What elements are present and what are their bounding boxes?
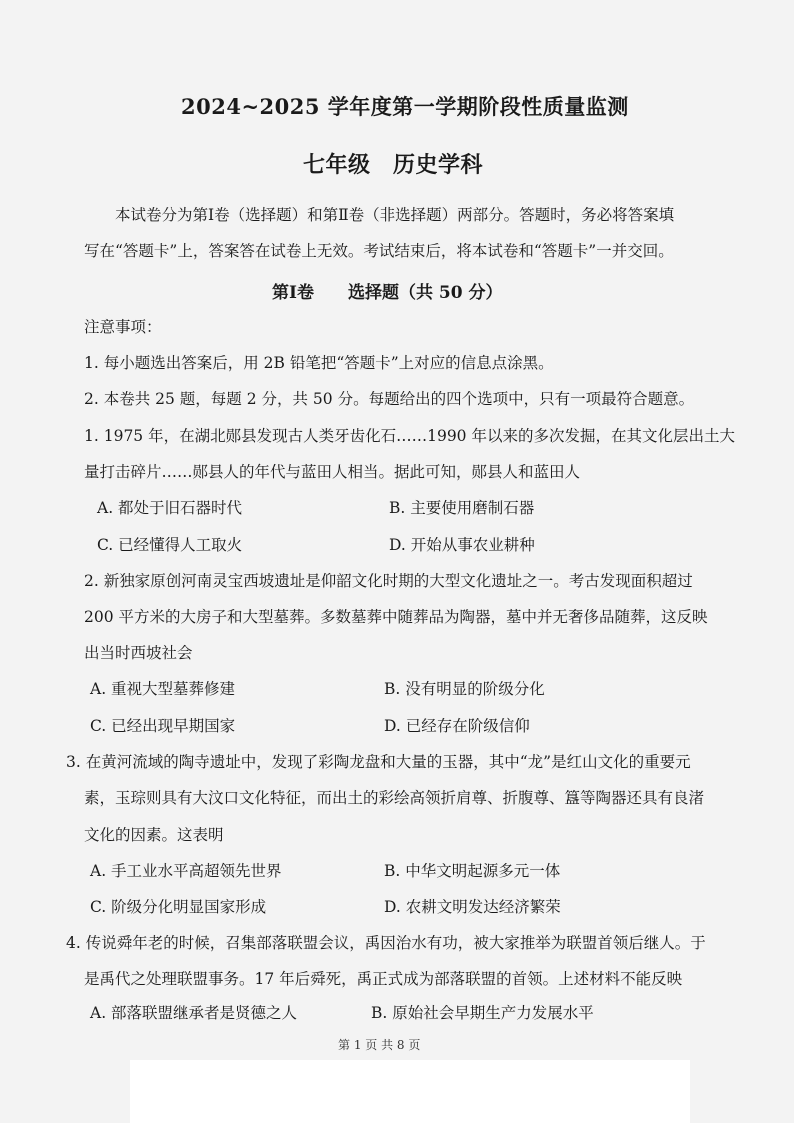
- question-3-option-d: D. 农耕文明发达经济繁荣: [384, 898, 561, 916]
- notes-heading: 注意事项：: [84, 318, 162, 336]
- question-1-line-2: 量打击碎片……郧县人的年代与蓝田人相当。据此可知，郧县人和蓝田人: [84, 463, 581, 481]
- question-3-option-a: A. 手工业水平高超领先世界: [90, 862, 282, 880]
- question-2-line-1: 2. 新独家原创河南灵宝西坡遗址是仰韶文化时期的大型文化遗址之一。考古发现面积超过: [84, 572, 693, 590]
- question-4-line-1: 4. 传说舜年老的时候，召集部落联盟会议，禹因治水有功，被大家推举为联盟首领后继人。于: [66, 934, 706, 952]
- question-1-option-a: A. 都处于旧石器时代: [97, 499, 243, 517]
- question-4-line-2: 是禹代之处理联盟事务。17 年后舜死，禹正式成为部落联盟的首领。上述材料不能反映: [84, 970, 683, 988]
- question-1-line-1: 1. 1975 年，在湖北郧县发现古人类牙齿化石……1990 年以来的多次发掘，在其文化层出土大: [84, 427, 735, 445]
- question-3-option-c: C. 阶级分化明显国家形成: [90, 898, 267, 916]
- question-2-option-d: D. 已经存在阶级信仰: [384, 717, 530, 735]
- intro-line-1: 本试卷分为第Ⅰ卷（选择题）和第Ⅱ卷（非选择题）两部分。答题时，务必将答案填: [115, 206, 675, 224]
- question-1-option-b: B. 主要使用磨制石器: [389, 499, 535, 517]
- question-2-line-3: 出当时西坡社会: [84, 644, 193, 662]
- question-2-option-a: A. 重视大型墓葬修建: [90, 680, 236, 698]
- question-2-option-c: C. 已经出现早期国家: [90, 717, 236, 735]
- note-item-2: 2. 本卷共 25 题，每题 2 分，共 50 分。每题给出的四个选项中，只有一项最符合题意。: [84, 390, 695, 408]
- question-2-option-b: B. 没有明显的阶级分化: [384, 680, 545, 698]
- question-3-option-b: B. 中华文明起源多元一体: [384, 862, 561, 880]
- question-4-option-b: B. 原始社会早期生产力发展水平: [371, 1004, 594, 1022]
- question-2-line-2: 200 平方米的大房子和大型墓葬。多数墓葬中随葬品为陶器，墓中并无奢侈品随葬，这反映: [84, 608, 708, 626]
- intro-line-2: 写在“答题卡”上，答案答在试卷上无效。考试结束后，将本试卷和“答题卡”一并交回。: [84, 242, 674, 260]
- question-3-line-3: 文化的因素。这表明: [84, 826, 224, 844]
- question-3-line-1: 3. 在黄河流域的陶寺遗址中，发现了彩陶龙盘和大量的玉器，其中“龙”是红山文化的重要元: [66, 753, 691, 771]
- question-4-option-a: A. 部落联盟继承者是贤德之人: [90, 1004, 298, 1022]
- question-1-option-d: D. 开始从事农业耕种: [389, 536, 535, 554]
- scan-margin: [130, 1060, 690, 1123]
- note-item-1: 1. 每小题选出答案后，用 2B 铅笔把“答题卡”上对应的信息点涂黑。: [84, 354, 554, 372]
- question-3-line-2: 素，玉琮则具有大汶口文化特征，而出土的彩绘高领折肩尊、折腹尊、簋等陶器还具有良渚: [84, 789, 705, 807]
- section-title: 第Ⅰ卷 选择题（共 50 分）: [272, 283, 503, 303]
- question-1-option-c: C. 已经懂得人工取火: [97, 536, 243, 554]
- page-number: 第 1 页 共 8 页: [338, 1038, 421, 1052]
- exam-title: 2024~2025 学年度第一学期阶段性质量监测: [181, 94, 629, 119]
- exam-subtitle: 七年级 历史学科: [303, 152, 484, 178]
